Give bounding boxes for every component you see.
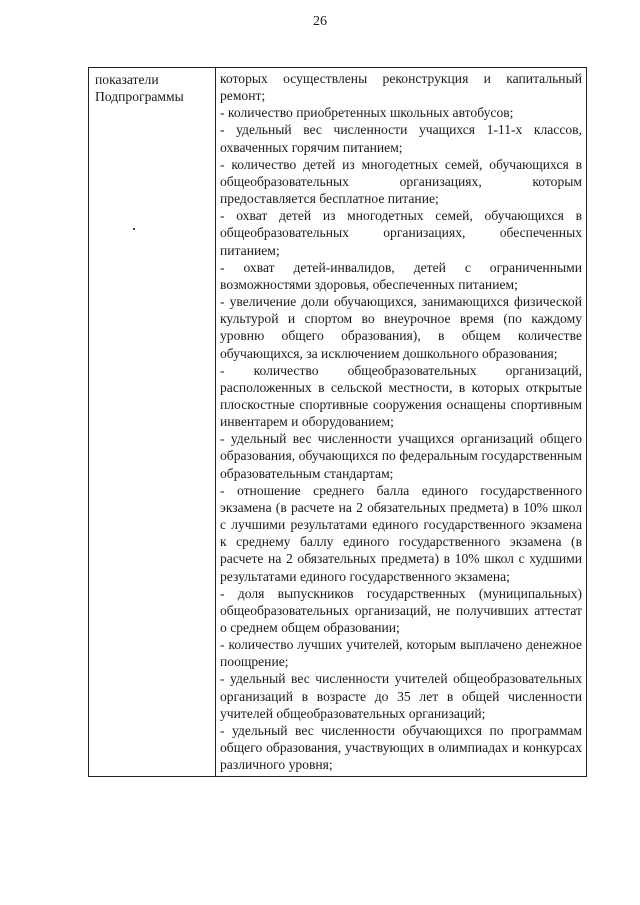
- indicators-table: [88, 67, 587, 777]
- label-line-2: Подпрограммы: [95, 89, 184, 105]
- indicator-item: - количество общеобразовательных организаций, расположенных в сельской местности, в которых открытые плоскостные спортивные сооружения оснащены спортивным инвентарем и оборудованием;: [220, 362, 582, 430]
- indicator-item: - охват детей из многодетных семей, обучающихся в общеобразовательных организациях, обеспеченных питанием;: [220, 208, 582, 258]
- indicator-item: - охват детей-инвалидов, детей с ограниченными возможностями здоровья, обеспеченных питанием;: [220, 259, 582, 292]
- indicator-item: - доля выпускников государственных (муниципальных) общеобразовательных организаций, не получивших аттестат о среднем общем образовании;: [220, 585, 582, 635]
- table-row: [89, 68, 587, 777]
- indicator-item: - количество приобретенных школьных автобусов;: [220, 105, 514, 121]
- indicator-item: - отношение среднего балла единого государственного экзамена (в расчете на 2 обязательных предмета) в 10% школ с лучшими результатами единого государственного экзамена к среднему баллу единого государственного экзамена (в расчете на 2 обязательных предмета) в 10% школ с худшими результатами единого государственного экзамена;: [220, 482, 582, 584]
- indicator-item: - количество лучших учителей, которым выплачено денежное поощрение;: [220, 637, 582, 670]
- row-label: [89, 68, 215, 105]
- indicator-item: которых осуществлены реконструкция и капитальный ремонт;: [220, 71, 582, 104]
- indicator-item: - увеличение доли обучающихся, занимающихся физической культурой и спортом во внеурочное время (по каждому уровню общего образования), в общем количестве обучающихся, за исключением дошкольного образования;: [220, 294, 582, 361]
- indicators-list: [216, 68, 586, 776]
- scan-speck: [133, 228, 135, 230]
- page-number: 26: [313, 14, 327, 29]
- indicator-item: - удельный вес численности обучающихся по программам общего образования, участвующих в олимпиадах и конкурсах различного уровня;: [220, 722, 582, 773]
- label-line-1: показатели: [95, 72, 159, 87]
- indicator-item: - удельный вес численности учащихся организаций общего образования, обучающихся по федеральным государственным образовательным стандартам;: [220, 431, 582, 481]
- indicator-item: - удельный вес численности учителей общеобразовательных организаций в возрасте до 35 лет в общей численности учителей общеобразовательных организаций;: [220, 671, 582, 721]
- label-cell: [89, 68, 216, 777]
- indicator-item: - удельный вес численности учащихся 1-11-х классов, охваченных горячим питанием;: [220, 122, 582, 155]
- indicator-item: - количество детей из многодетных семей, обучающихся в общеобразовательных организациях, которым предоставляется бесплатное питание;: [220, 156, 582, 207]
- content-cell: [216, 68, 587, 777]
